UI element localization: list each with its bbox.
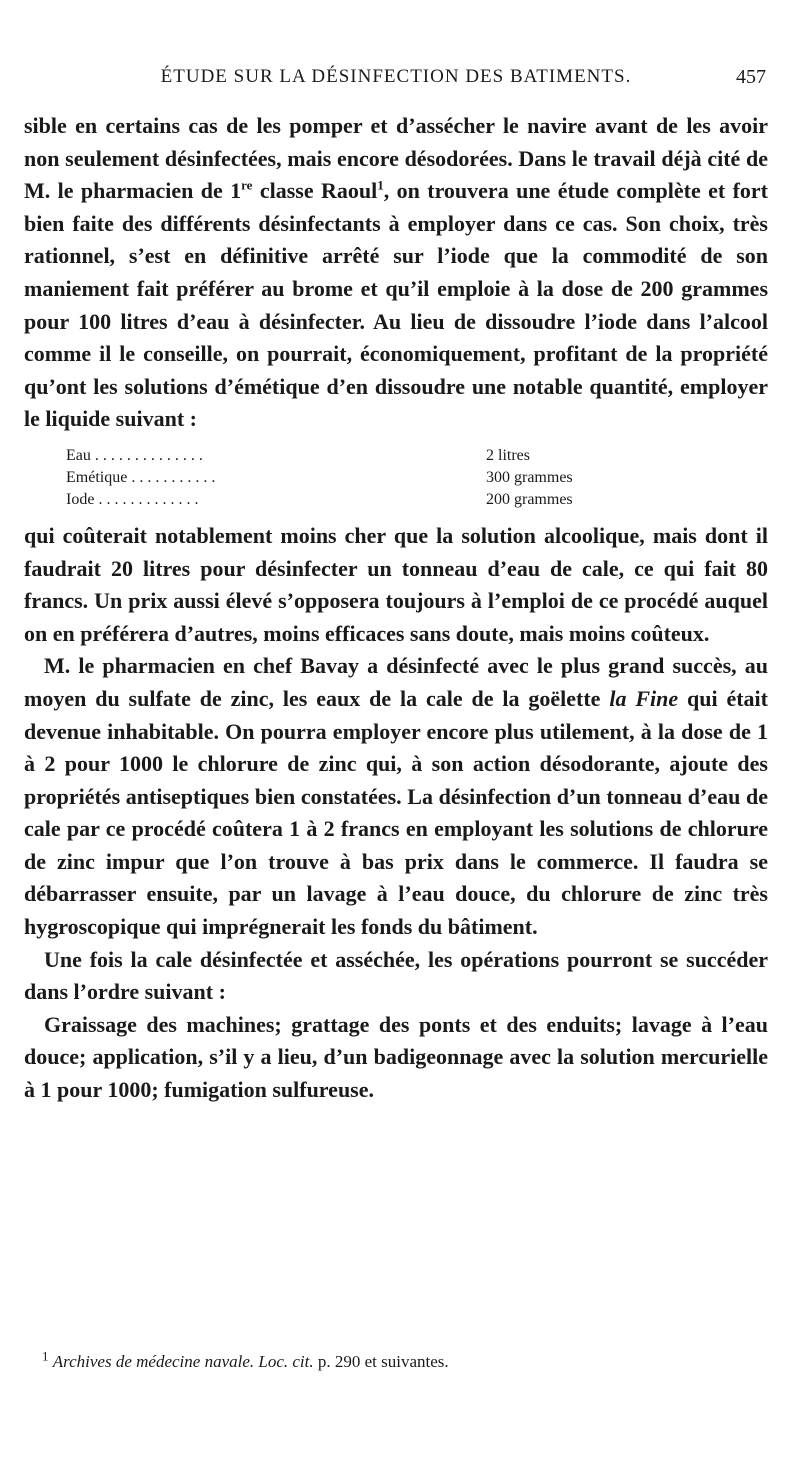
recipe-leader-dots: . . . . . . . . . . . . . . bbox=[90, 446, 203, 464]
recipe-ingredient bbox=[66, 467, 486, 489]
footnote-text: p. 290 et suivantes. bbox=[313, 1352, 449, 1371]
footnote-source: Archives de médecine navale. Loc. cit. bbox=[52, 1352, 314, 1371]
page-body bbox=[24, 110, 768, 1107]
recipe-quantity: 2 litres bbox=[486, 446, 530, 464]
recipe-quantity: 200 grammes bbox=[486, 490, 573, 508]
recipe-leader-dots: . . . . . . . . . . . bbox=[127, 468, 216, 486]
footnote-reference: 1 bbox=[377, 177, 384, 193]
recipe-ingredient-name: Eau bbox=[66, 446, 91, 464]
recipe-row bbox=[66, 467, 626, 489]
ship-name: la Fine bbox=[609, 685, 679, 711]
footnote bbox=[42, 1348, 762, 1372]
paragraph-3-text-a: M. le pharmacien en chef Bavay a désinfecté avec le plus grand succès, au moyen du sulfate de zinc, les eaux de la cale de la goëlette bbox=[24, 653, 768, 711]
recipe-leader-dots: . . . . . . . . . . . . . bbox=[94, 490, 199, 508]
paragraph-1-text-c: , on trouvera une étude complète et fort bien faite des différents désinfectants à employer dans ce cas. Son choix, très rationnel, s’est en définitive arrêté sur l’iode que la commodité de son maniement fait préférer au brome et qu’il emploie à la dose de 200 grammes pour 100 litres d’eau à désinfecter. Au lieu de dissoudre l’iode dans l’alcool comme il le conseille, on pourrait, économiquement, profitant de la propriété qu’ont les solutions d’émétique d’en dissoudre une notable quantité, employer le liquide suivant : bbox=[24, 178, 769, 432]
recipe-ingredient bbox=[66, 489, 486, 511]
recipe-row bbox=[66, 489, 626, 511]
footnote-number: 1 bbox=[42, 1348, 49, 1364]
paragraph-3-text-b: qui était devenue inhabitable. On pourra employer encore plus utilement, à la dose de 1 à 2 pour 1000 le chlorure de zinc qui, à son action désodorante, ajoute des propriétés antiseptiques bien constatées. La désinfection d’un tonneau d’eau de cale par ce procédé coûtera 1 à 2 francs en employant les solutions de chlorure de zinc impur que l’on trouve à bas prix dans le commerce. Il faudra se débarrasser ensuite, par un lavage à l’eau douce, du chlorure de zinc très hygroscopique qui imprégnerait les fonds du bâtiment. bbox=[24, 685, 768, 940]
recipe-ingredient-name: Emétique bbox=[66, 468, 128, 486]
recipe-row bbox=[66, 445, 626, 467]
paragraph-1-text-b: classe Raoul bbox=[252, 178, 378, 204]
paragraph-3 bbox=[24, 650, 768, 943]
paragraph-2: qui coûterait notablement moins cher que la solution alcoolique, mais dont il faudrait 20 litres pour désinfecter un tonneau d’eau de cale, ce qui fait 80 francs. Un prix aussi élevé s’opposera toujours à l’emploi de ce procédé auquel on en préférera d’autres, moins efficaces sans doute, mais moins coûteux. bbox=[24, 522, 768, 646]
recipe-ingredient-name: Iode bbox=[66, 490, 95, 508]
page-number: 457 bbox=[736, 66, 766, 88]
paragraph-1 bbox=[24, 110, 768, 436]
recipe-quantity: 300 grammes bbox=[486, 468, 573, 486]
ordinal-superscript: re bbox=[241, 177, 253, 193]
running-header: ÉTUDE SUR LA DÉSINFECTION DES BATIMENTS. bbox=[160, 66, 632, 87]
paragraph-1-text-a: sible en certains cas de les pomper et d’assécher le navire avant de les avoir non seulement désinfectées, mais encore désodorées. Dans le travail déjà cité de M. le pharmacien de 1 bbox=[24, 113, 768, 204]
paragraph-4: Une fois la cale désinfectée et asséchée, les opérations pourront se succéder dans l’ordre suivant : bbox=[24, 946, 768, 1005]
recipe-ingredient bbox=[66, 445, 486, 467]
recipe-table bbox=[66, 445, 626, 511]
paragraph-5: Graissage des machines; grattage des ponts et des enduits; lavage à l’eau douce; application, s’il y a lieu, d’un badigeonnage avec la solution mercurielle à 1 pour 1000; fumigation sulfureuse. bbox=[24, 1011, 768, 1103]
